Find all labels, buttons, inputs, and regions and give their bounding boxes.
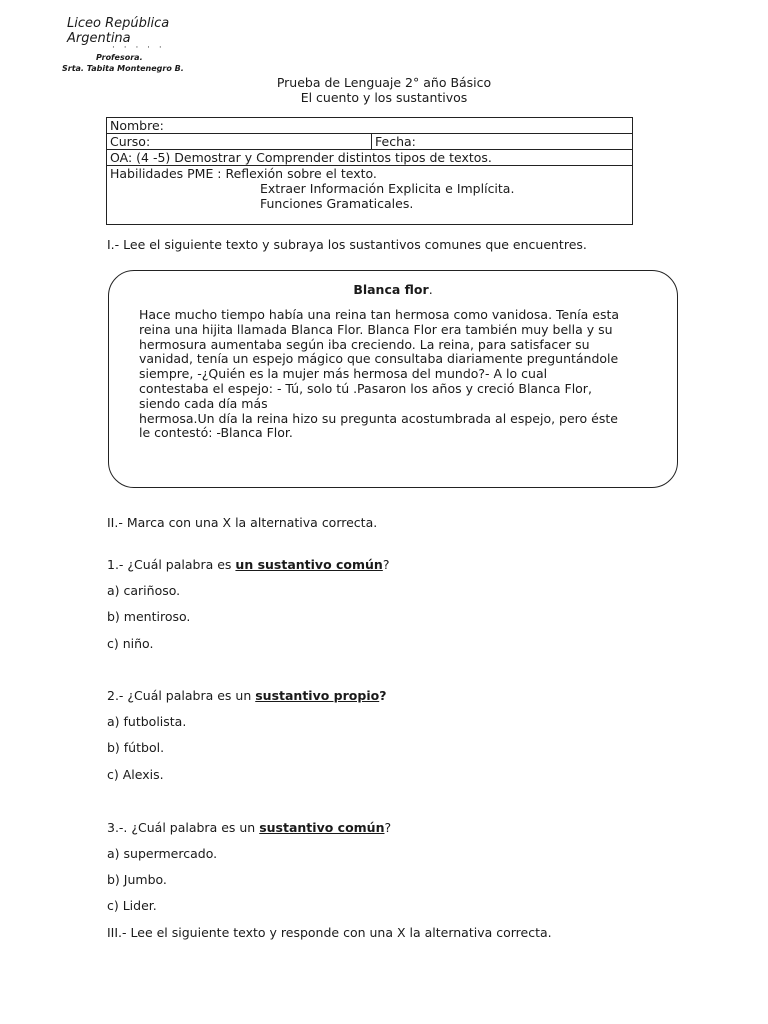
- name-field[interactable]: Nombre:: [107, 118, 633, 134]
- question-1-option-c[interactable]: c) niño.: [107, 636, 154, 651]
- story-line: siempre, -¿Quién es la mujer más hermosa del mundo?- A lo cual: [139, 366, 548, 382]
- story-text: [139, 308, 664, 441]
- question-2: 2.- ¿Cuál palabra es un sustantivo propio?: [107, 688, 387, 703]
- section-2-instruction: II.- Marca con una X la alternativa correcta.: [107, 515, 378, 530]
- story-line: hermosa.Un día la reina hizo su pregunta acostumbrada al espejo, pero éste: [139, 410, 618, 426]
- story-title: Blanca flor.: [353, 282, 433, 297]
- section-3-instruction: III.- Lee el siguiente texto y responde con una X la alternativa correcta.: [107, 925, 552, 940]
- skills-row: [107, 166, 633, 225]
- skills-item-2: Extraer Información Explicita e Implícita.: [260, 181, 515, 196]
- exam-subtitle: El cuento y los sustantivos: [300, 90, 468, 105]
- teacher-name: Srta. Tabita Montenegro B.: [62, 64, 184, 73]
- story-line: contestaba el espejo: - Tú, solo tú .Pasaron los años y creció Blanca Flor,: [139, 380, 592, 396]
- question-3-option-a[interactable]: a) supermercado.: [107, 846, 218, 861]
- section-1-instruction: I.- Lee el siguiente texto y subraya los sustantivos comunes que encuentres.: [107, 237, 587, 252]
- skills-item-3: Funciones Gramaticales.: [260, 196, 414, 211]
- story-line: le contestó: -Blanca Flor.: [139, 425, 293, 441]
- question-1-option-b[interactable]: b) mentiroso.: [107, 609, 191, 624]
- exam-title: Prueba de Lenguaje 2° año Básico: [276, 75, 492, 90]
- teacher-label: Profesora.: [96, 53, 143, 62]
- story-line: reina una hijita llamada Blanca Flor. Blanca Flor era también muy bella y su: [139, 321, 613, 337]
- scribble-mark: · · · · ·: [112, 43, 165, 53]
- question-2-option-c[interactable]: c) Alexis.: [107, 767, 164, 782]
- course-field[interactable]: Curso:: [107, 134, 372, 150]
- question-2-option-a[interactable]: a) futbolista.: [107, 714, 187, 729]
- question-3-option-c[interactable]: c) Lider.: [107, 898, 157, 913]
- question-3-option-b[interactable]: b) Jumbo.: [107, 872, 167, 887]
- story-line: vanidad, tenía un espejo mágico que consultaba diariamente preguntándole: [139, 351, 619, 367]
- question-1: 1.- ¿Cuál palabra es un sustantivo común?: [107, 557, 390, 572]
- question-2-option-b[interactable]: b) fútbol.: [107, 740, 165, 755]
- school-name-line2: Argentina: [67, 31, 131, 46]
- student-info-table: [106, 117, 633, 225]
- objective-row: OA: (4 -5) Demostrar y Comprender distintos tipos de textos.: [107, 150, 633, 166]
- story-line: Hace mucho tiempo había una reina tan hermosa como vanidosa. Tenía esta: [139, 307, 620, 322]
- skills-label: Habilidades PME : Reflexión sobre el texto.: [110, 166, 377, 181]
- story-box: [108, 270, 678, 488]
- story-line: siendo cada día más: [139, 395, 268, 411]
- school-name: [67, 16, 169, 46]
- question-3: 3.-. ¿Cuál palabra es un sustantivo común?: [107, 820, 392, 835]
- question-1-option-a[interactable]: a) cariñoso.: [107, 583, 181, 598]
- story-line: hermosura aumentaba según iba creciendo. La reina, para satisfacer su: [139, 336, 590, 352]
- school-name-line1: Liceo República: [67, 16, 170, 31]
- date-field[interactable]: Fecha:: [372, 134, 633, 150]
